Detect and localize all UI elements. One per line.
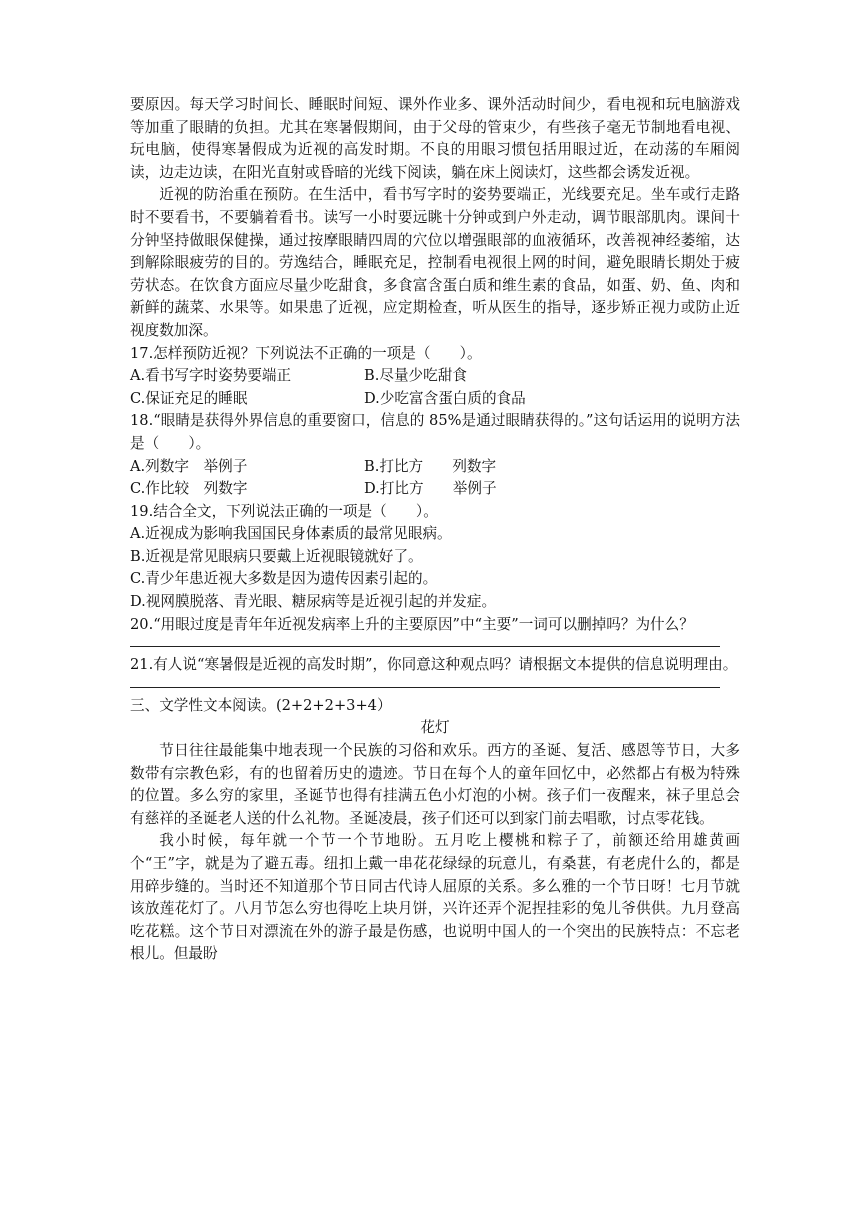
question-17-options-row-1 — [130, 365, 740, 388]
passage-paragraph-continued: 要原因。每天学习时间长、睡眠时间短、课外作业多、课外活动时间少，看电视和玩电脑游戏等加重了眼睛的负担。尤其在寒暑假期间，由于父母的管束少，有些孩子毫无节制地看电视、玩电脑，使得寒暑假成为近视的高发时期。不良的用眼习惯包括用眼过近，在动荡的车厢阅读，边走边读，在阳光直射或昏暗的光线下阅读，躺在床上阅读灯，这些都会诱发近视。 — [130, 96, 740, 181]
question-21-stem: 21.有人说“寒暑假是近视的高发时期”，你同意这种观点吗？请根据文本提供的信息说明理由。 — [130, 656, 738, 674]
question-17-option-a[interactable]: A.看书写字时姿势要端正 — [130, 367, 292, 385]
question-18-stem: 18.“眼睛是获得外界信息的重要窗口，信息的 85%是通过眼睛获得的。”这句话运用的说明方法是（ ）。 — [130, 412, 740, 452]
question-17-option-d[interactable]: D.少吃富含蛋白质的食品 — [364, 389, 526, 407]
story-title: 花灯 — [420, 719, 450, 737]
question-19-option-c[interactable]: C.青少年患近视大多数是因为遗传因素引起的。 — [130, 570, 438, 588]
question-19-option-a[interactable]: A.近视成为影响我国国民身体素质的最常见眼病。 — [130, 525, 452, 543]
story-paragraph-1: 节日往往最能集中地表现一个民族的习俗和欢乐。西方的圣诞、复活、感恩等节日，大多数带有宗教色彩，有的也留着历史的遗迹。节日在每个人的童年回忆中，必然都占有极为特殊的位置。多么穷的家里，圣诞节也得有挂满五色小灯泡的小树。孩子们一夜醒来，袜子里总会有慈祥的圣诞老人送的什么礼物。圣诞凌晨，孩子们还可以到家门前去唱歌，讨点零花钱。 — [130, 742, 740, 827]
question-21-answer-line[interactable] — [130, 677, 720, 688]
question-20-stem: 20.“用眼过度是青年年近视发病率上升的主要原因”中“主要”一词可以删掉吗？为什么？ — [130, 615, 694, 633]
passage-paragraph-prevention: 近视的防治重在预防。在生活中，看书写字时的姿势要端正，光线要充足。坐车或行走路时不要看书，不要躺着看书。读写一小时要远眺十分钟或到户外走动，调节眼部肌肉。课间十分钟坚持做眼保健操，通过按摩眼睛四周的穴位以增强眼部的血液循环，改善视神经萎缩，达到解除眼疲劳的目的。劳逸结合，睡眠充足，控制看电视很上网的时间，避免眼睛长期处于疲劳状态。在饮食方面应尽量少吃甜食，多食富含蛋白质和维生素的食品，如蛋、奶、鱼、肉和新鲜的蔬菜、水果等。如果患了近视，应定期检查，听从医生的指导，逐步矫正视力或防止近视度数加深。 — [130, 186, 740, 339]
question-18-options-row-2 — [130, 478, 740, 501]
question-18-option-d[interactable]: D.打比方 举例子 — [364, 480, 497, 498]
question-18-options-row-1 — [130, 456, 740, 479]
question-17-option-c[interactable]: C.保证充足的睡眠 — [130, 389, 248, 407]
question-18-option-b[interactable]: B.打比方 列数字 — [364, 457, 497, 475]
document-page — [130, 94, 740, 966]
question-19-option-d[interactable]: D.视网膜脱落、青光眼、糖尿病等是近视引起的并发症。 — [130, 593, 497, 611]
question-17-option-b[interactable]: B.尽量少吃甜食 — [364, 367, 467, 385]
question-19-option-b[interactable]: B.近视是常见眼病只要戴上近视眼镜就好了。 — [130, 547, 423, 565]
question-17-options-row-2 — [130, 388, 740, 411]
question-19-stem: 19.结合全文，下列说法正确的一项是（ ）。 — [130, 502, 438, 520]
question-17-stem: 17.怎样预防近视？下列说法不正确的一项是（ ）。 — [130, 344, 482, 362]
question-18-option-a[interactable]: A.列数字 举例子 — [130, 457, 248, 475]
question-18-option-c[interactable]: C.作比较 列数字 — [130, 480, 248, 498]
story-paragraph-2: 我小时候，每年就一个节一个节地盼。五月吃上樱桃和粽子了，前额还给用雄黄画个“王”字，就是为了避五毒。纽扣上戴一串花花绿绿的玩意儿，有桑葚，有老虎什么的，都是用碎步缝的。当时还不知道那个节日同古代诗人屈原的关系。多么雅的一个节日呀！七月节就该放莲花灯了。八月节怎么穷也得吃上块月饼，兴许还弄个泥捏挂彩的兔儿爷供供。九月登高吃花糕。这个节日对漂流在外的游子最是伤感，也说明中国人的一个突出的民族特点：不忘老根儿。但最盼 — [130, 832, 740, 963]
section-3-heading: 三、文学性文本阅读。(2+2+2+3+4） — [130, 696, 392, 714]
question-20-answer-line[interactable] — [130, 636, 720, 647]
